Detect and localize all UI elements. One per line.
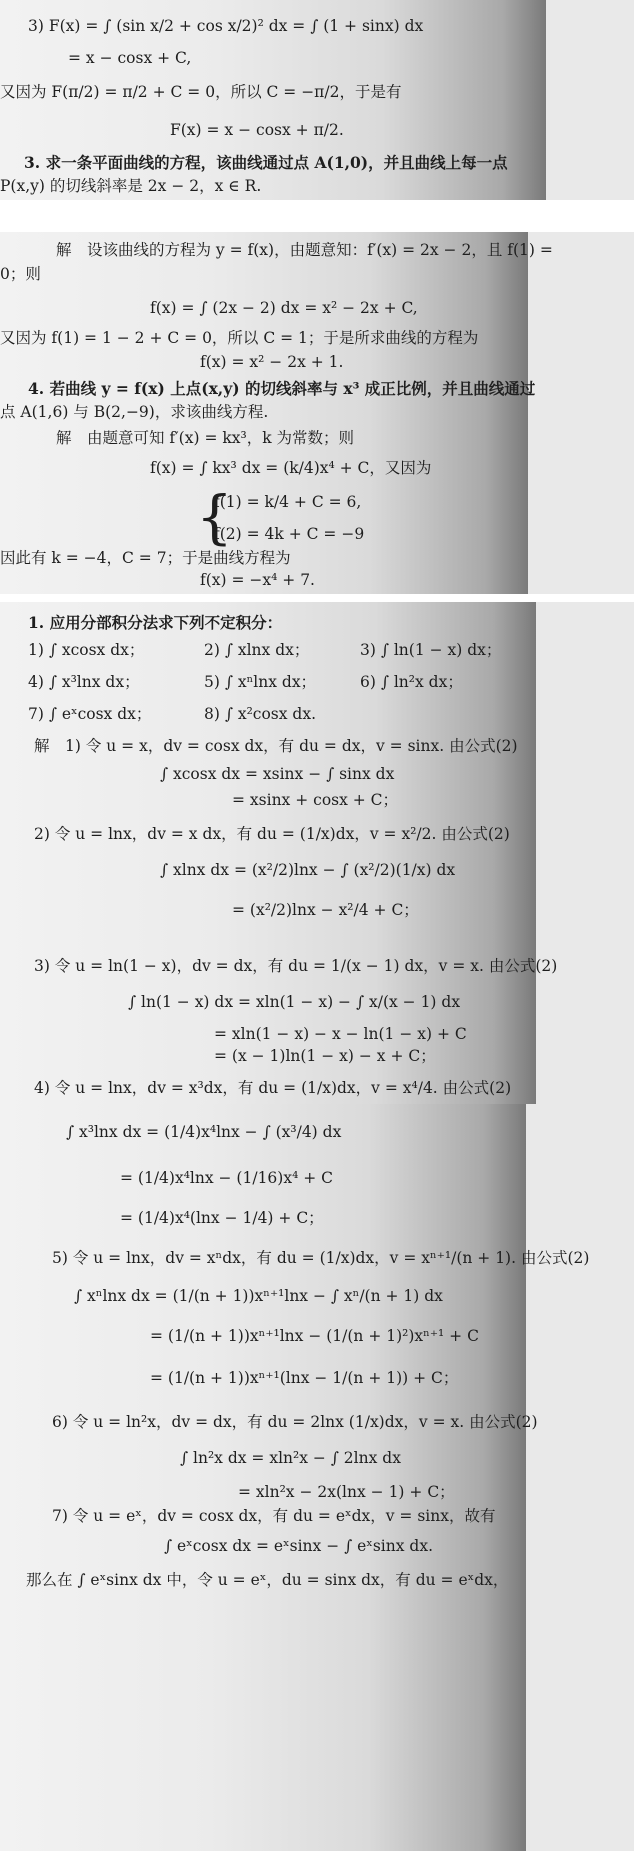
page-section-1 (0, 0, 546, 200)
eq-line: = (x − 1)ln(1 − x) − x + C； (214, 1047, 436, 1065)
solution-line: 6) 令 u = ln²x，dv = dx，有 du = 2lnx (1/x)dx，v = x. 由公式(2) (52, 1413, 538, 1431)
eq-line: = xsinx + cosx + C； (232, 791, 399, 809)
exercise-item: 2) ∫ xlnx dx； (204, 641, 310, 659)
exercise-item: 1) ∫ xcosx dx； (28, 641, 145, 659)
text-line: 又因为 f(1) = 1 − 2 + C = 0，所以 C = 1；于是所求曲线的方程为 (0, 329, 479, 347)
solution-line: 4) 令 u = lnx，dv = x³dx，有 du = (1/x)dx，v = x⁴/4. 由公式(2) (34, 1079, 512, 1097)
text-line: 因此有 k = −4，C = 7；于是曲线方程为 (0, 549, 291, 567)
solution-line: 2) 令 u = lnx，dv = x dx，有 du = (1/x)dx，v = x²/2. 由公式(2) (34, 825, 510, 843)
exercise-item: 7) ∫ eˣcosx dx； (28, 705, 152, 723)
eq-line: ∫ xlnx dx = (x²/2)lnx − ∫ (x²/2)(1/x) dx (160, 861, 456, 879)
text-line: 又因为 F(π/2) = π/2 + C = 0，所以 C = −π/2，于是有 (0, 83, 402, 101)
solution-line: 解 由题意可知 f′(x) = kx³，k 为常数；则 (56, 429, 355, 447)
page-section-4 (0, 1104, 590, 1851)
eq-line: f(x) = −x⁴ + 7. (200, 571, 315, 589)
eq-line: ∫ xⁿlnx dx = (1/(n + 1))xⁿ⁺¹lnx − ∫ xⁿ/(n + 1) dx (74, 1287, 443, 1305)
eq-line: = (1/4)x⁴(lnx − 1/4) + C； (120, 1209, 324, 1227)
text-line: 点 A(1,6) 与 B(2,−9)，求该曲线方程. (0, 403, 269, 421)
eq-line: ∫ xcosx dx = xsinx − ∫ sinx dx (160, 765, 395, 783)
eq-line: = (1/4)x⁴lnx − (1/16)x⁴ + C (120, 1169, 333, 1187)
eq-line: ∫ ln²x dx = xln²x − ∫ 2lnx dx (180, 1449, 401, 1467)
eq-line: ∫ eˣcosx dx = eˣsinx − ∫ eˣsinx dx. (164, 1537, 434, 1555)
solution-line: 解 设该曲线的方程为 y = f(x)，由题意知：f′(x) = 2x − 2，且 f(1) = (56, 241, 553, 259)
exercise-item: 4) ∫ x³lnx dx； (28, 673, 140, 691)
solution-line: 3) 令 u = ln(1 − x)，dv = dx，有 du = 1/(x − 1) dx，v = x. 由公式(2) (34, 957, 558, 975)
solution-line: 7) 令 u = eˣ，dv = cosx dx，有 du = eˣdx，v = sinx，故有 (52, 1507, 496, 1525)
solution-line: 5) 令 u = lnx，dv = xⁿdx，有 du = (1/x)dx，v = xⁿ⁺¹/(n + 1). 由公式(2) (52, 1249, 590, 1267)
eq-line: f(x) = x² − 2x + 1. (200, 353, 344, 371)
text-line: P(x,y) 的切线斜率是 2x − 2，x ∈ R. (0, 177, 262, 195)
exercise-item: 3) ∫ ln(1 − x) dx； (360, 641, 502, 659)
eq-line: = (1/(n + 1))xⁿ⁺¹(lnx − 1/(n + 1)) + C； (150, 1369, 459, 1387)
eq-line: f(x) = ∫ kx³ dx = (k/4)x⁴ + C，又因为 (150, 459, 432, 477)
exercise-title: 1. 应用分部积分法求下列不定积分： (28, 613, 283, 632)
eq-line: f(x) = ∫ (2x − 2) dx = x² − 2x + C, (150, 299, 418, 317)
eq-line: ∫ x³lnx dx = (1/4)x⁴lnx − ∫ (x³/4) dx (66, 1123, 342, 1141)
eq-line: ∫ ln(1 − x) dx = xln(1 − x) − ∫ x/(x − 1) dx (128, 993, 461, 1011)
text-line: 那么在 ∫ eˣsinx dx 中，令 u = eˣ，du = sinx dx，有 du = eˣdx， (26, 1571, 509, 1589)
exercise-item: 5) ∫ xⁿlnx dx； (204, 673, 317, 691)
eq-line: F(x) = x − cosx + π/2. (170, 121, 344, 139)
eq-line: = xln²x − 2x(lnx − 1) + C； (238, 1483, 455, 1501)
page-gap (0, 594, 634, 602)
eq-line: 3) F(x) = ∫ (sin x/2 + cos x/2)² dx = ∫ (1 + sinx) dx (28, 17, 424, 35)
page-section-3 (0, 602, 558, 1104)
exercise-item: 8) ∫ x²cosx dx. (204, 705, 317, 723)
eq-line: = (1/(n + 1))xⁿ⁺¹lnx − (1/(n + 1)²)xⁿ⁺¹ + C (150, 1327, 479, 1345)
eq-line: f(2) = 4k + C = −9 (214, 525, 365, 543)
eq-line: f(1) = k/4 + C = 6, (214, 493, 362, 511)
text-line: 0；则 (0, 265, 41, 283)
problem-4-statement: 4. 若曲线 y = f(x) 上点(x,y) 的切线斜率与 x³ 成正比例，并且曲线通过 (28, 379, 536, 398)
problem-3-statement: 3. 求一条平面曲线的方程，该曲线通过点 A(1,0)，并且曲线上每一点 (24, 153, 508, 172)
page-gap (0, 200, 634, 232)
solution-line: 解 1) 令 u = x，dv = cosx dx，有 du = dx，v = sinx. 由公式(2) (34, 737, 518, 755)
eq-line: = x − cosx + C, (68, 49, 192, 67)
exercise-item: 6) ∫ ln²x dx； (360, 673, 463, 691)
eq-line: = xln(1 − x) − x − ln(1 − x) + C (214, 1025, 467, 1043)
brace-icon: { (196, 483, 233, 551)
page-section-2 (0, 232, 553, 594)
eq-line: = (x²/2)lnx − x²/4 + C； (232, 901, 419, 919)
